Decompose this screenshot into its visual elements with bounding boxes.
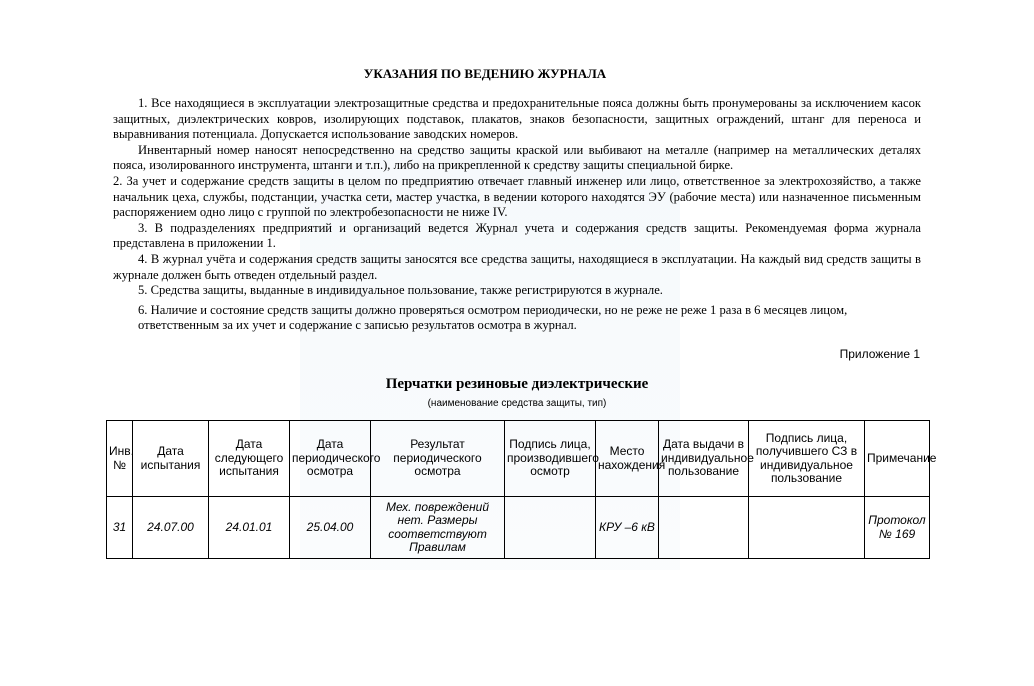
cell-note: Протокол № 169: [865, 497, 930, 559]
cell-inv-number: 31: [107, 497, 133, 559]
cell-issue-date: [659, 497, 749, 559]
header-inspection-date: Дата периодического осмотра: [290, 421, 371, 497]
paragraph-2: 2. За учет и содержание средств защиты в целом по предприятию отвечает главный инженер или лицо, ответственное за электрохозяйство, а также начальник цеха, службы, подстанции, участка сети, мастер участка, в ведении которого находятся ЭУ (рабочие места) или назначенное письменным распоряжением одно лицо с группой по электробезопасности не ниже IV.: [113, 173, 921, 220]
header-receiver-signature: Подпись лица, получившего СЗ в индивидуальное пользование: [749, 421, 865, 497]
header-inv-number: Инв. №: [107, 421, 133, 497]
document-title: УКАЗАНИЯ ПО ВЕДЕНИЮ ЖУРНАЛА: [363, 66, 607, 81]
cell-location: КРУ –6 кВ: [596, 497, 659, 559]
paragraph-3: 3. В подразделениях предприятий и организаций ведется Журнал учета и содержания средств защиты. Рекомендуемая форма журнала представлена в приложении 1.: [113, 220, 921, 251]
cell-inspector-signature: [505, 497, 596, 559]
paragraph-1: 1. Все находящиеся в эксплуатации электрозащитные средства и предохранительные пояса должны быть пронумерованы за исключением касок защитных, диэлектрических ковров, изолирующих подставок, плакатов, знаков безопасности, защитных ограждений, штанг для переноса и выравнивания потенциала. Допускается использование заводских номеров.: [113, 96, 921, 142]
cell-receiver-signature: [749, 497, 865, 559]
paragraph-4: 4. В журнал учёта и содержания средств защиты заносятся все средства защиты, находящиеся в эксплуатации. На каждый вид средств защиты в журнале должен быть отведен отдельный раздел.: [113, 251, 921, 282]
cell-test-date: 24.07.00: [133, 497, 209, 559]
table-header-row: [107, 421, 930, 497]
journal-table: [106, 420, 937, 559]
header-next-test-date: Дата следующего испытания: [209, 421, 290, 497]
paragraph-5: 5. Средства защиты, выданные в индивидуальное пользование, также регистрируются в журнале.: [138, 283, 663, 298]
table-row: [107, 497, 930, 559]
header-inspection-result: Результат периодического осмотра: [371, 421, 505, 497]
header-note: Примечание: [865, 421, 930, 497]
paragraph-1b: Инвентарный номер наносят непосредственно на средство защиты краской или выбивают на металле (например на металлических деталях пояса, изолированного инструмента, штанги и т.п.), либо на прикрепленной к средству защиты специальной бирке.: [113, 142, 921, 173]
appendix-label: Приложение 1: [839, 347, 920, 361]
cell-inspection-result: Мех. повреждений нет. Размеры соответствуют Правилам: [371, 497, 505, 559]
header-issue-date: Дата выдачи в индивидуальное пользование: [659, 421, 749, 497]
instructions-text: [113, 96, 921, 334]
header-test-date: Дата испытания: [133, 421, 209, 497]
header-location: Место нахождения: [596, 421, 659, 497]
protection-means-caption: (наименование средства защиты, тип): [427, 398, 607, 409]
cell-inspection-date: 25.04.00: [290, 497, 371, 559]
protection-means-name: Перчатки резиновые диэлектрические: [385, 376, 649, 392]
cell-next-test-date: 24.01.01: [209, 497, 290, 559]
paragraph-6: 6. Наличие и состояние средств защиты должно проверяться осмотром периодически, но не реже не реже 1 раза в 6 месяцев лицом, ответственным за их учет и содержание с записью результатов осмотра в журнал.: [138, 302, 848, 333]
header-inspector-signature: Подпись лица, производившего осмотр: [505, 421, 596, 497]
